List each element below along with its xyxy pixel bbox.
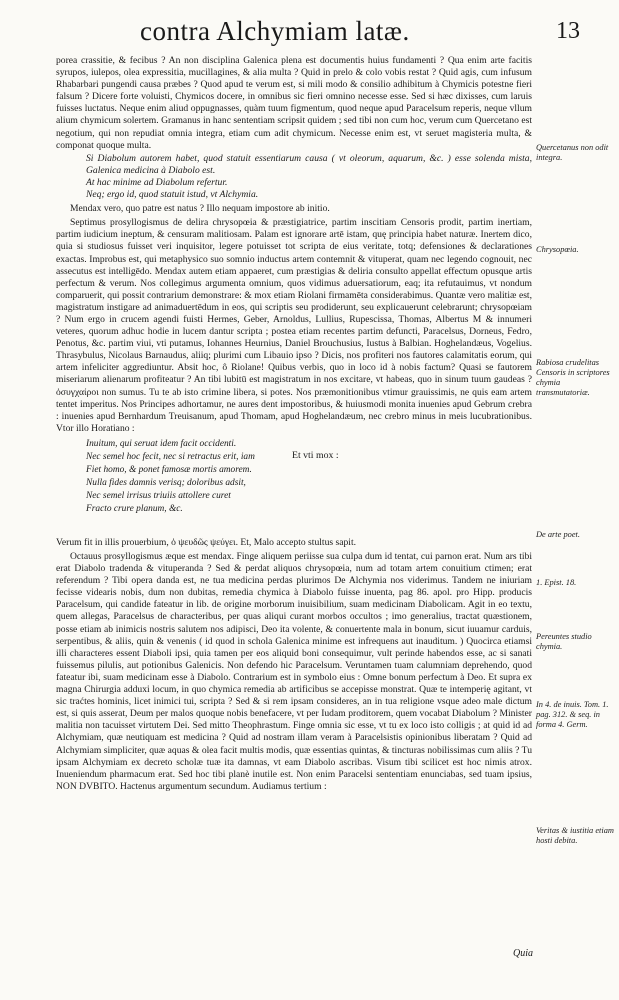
margin-note-veritas: Veritas & iustitia etiam hosti debita. bbox=[536, 826, 614, 845]
verse-line: Fracto crure planum, &c. bbox=[86, 503, 183, 514]
paragraph-mendax: Mendax vero, quo patre est natus ? Illo nequam impostore ab initio. bbox=[70, 203, 330, 215]
syllogism-conclusion: Neq; ergo id, quod statuit istud, vt Alchymia. bbox=[86, 189, 259, 201]
running-title: contra Alchymiam latæ. bbox=[140, 16, 410, 46]
paragraph-septimus: Septimus prosyllogismus de delira chrysopœia & præstigiatrice, partim inscitiam Censoris prodit, partim inertiam, partim iudicium ineptum, & censuram malitiosam. Palam est ignorare artē istam, quę principia habet naturæ. Inertem dico, quia si studiosus fuisset veri inquisitor, legere potuisset tot scripta de eius veritate, totq; defensiones & declarationes exactas. Improbus est, qui metaphysico suo somnio inductus artem contemnit & vituperat, quam nec legendo cognouit, nec assecutus est intelligēdo. Mendax autem etiam appaeret, cum præstigias & deliria consulto appellat effectum opusque artis perfectum & verum. Nos collegimus argumenta omnium, quos vidimus aduersatiorum, eaq; ita refutauimus, vt nondum comparuerit, qui possit contrarium demonstrare: & mox etiam Riolani firmamēta considerabimus. Quantæ vero malitiæ est, magistratum instigare ad animaduertēdum in eos, qui scriptis seu prodiderunt, seu explicauerunt celebrarunt; chrysopœiam ? Num ergo in crucem agendi fuisti Hermes, Geber, Arnoldus, Lullius, Rupescissa, Thomas, Albertus M & innumeri veteres, quorum adhuc hodie in lucem dantur scripta ; postea etiam recentes partim defuncti, Paracelsus, Dorneus, Fedro, Penotus, &c. partim viui, vti putamus, Iohannes Heurnius, Daniel Brouchusius, Iustus à Balbian. Hoghelandæus, Vogelius. Thrasybulus, Nicolaus Barnaudus, aliiq; plurimi cum Libauio ipso ? Dicis, nos profiteri nos fautores calamitatis eorum, qui artem infeliciter aggrediuntur. Absit hoc, ô Riolane! Quibus verbis, quo in loco id à nobis factum? Quasi se fautorem miseriarum alienarum profiteatur ? An tibi lubitū est magistratum in nos excitare, vt habeas, quo in sinum tuum gaudeas ? ὀσυγχαίροι non sumus. Tu te ab isto crimine libera, si potes. Nos præmonitionibus vtimur grauissimis, ne quis eam artem tentet imperitus. Nos Principes adhortamur, ne aures dent impostoribus, & huiusmodi monita inuenies apud Gebrum crebra : inuenies apud Bernhardum Treuisanum, apud Thomam, apud Hoghelandæum, nec crebro minus in meis lucubrationibus. Vtor illo Horatiano : bbox=[56, 217, 532, 434]
paragraph-octauus: Octauus prosyllogismus æque est mendax. Finge aliquem periisse sua culpa dum id tentat, cui parnon erat. Num ars tibi erat Diabolo tradenda & vituperanda ? Sed & perdat aliquos chrysopœia, num ad totam artem conuitium ctimen; erat referendum ? Tibi opera danda est, ne tua medicina perdas plurimos De Alchymia nos viderimus. Tandem ne iniuriam fecisse videaris nobis, dum non dubitas, remedia chymica à Diabolo fuisse inuenta, pag 86. apol. pro Hipp. producis Paracelsum, qui candide fateatur in lib. de origine morborum inuisibilium, suam medicinam Diabolicam. Agit in eo textu, quem allegas, Paracelsus de characteribus, per quas aliqui curant morbos occultos ; imo generalius, tractat quæstionem, posse etiam ab inimicis nostris salutem nos adipisci, Deo ita volente, & conuertente mala in bonum, sicut iuuamur carduis, serpentibus, & aliis, quin & venenis ( id quod in schola Galenica minime est infrequens aut inauditum. ) Quocirca etiamsi illi characteres essent Diaboli ipsi, quia tamen per eos aliquid boni consequimur, vult perinde habendos esse, ac si sanati fuissemus pilulis, aut potionibus Galenicis. Non defendo hic Paracelsum. Veruntamen tuam calumniam deprehendo, quod fateatur ibi, suam medicinam esse à Diabolo. Contrarium est in symbolo eius : Omne bonum perfectum à Deo. Et supra ex magna Chirurgia adduxi locum, in quo chymica remedia ab artificibus se accepisse monstrat. Quæ te intemperię agitant, vt sic traćtes hominis, licet inimici tui, scripta ? Sed & si rem ipsam consideres, an in tua religione vsque adeo male dictum est, si quis asserat, Deum per malos quoque nobis benefacere, vt per Iudam proditorem, quem vocabat Diabolum ? Minister malitia non tacuisset virtutem Dei. Sed mitto Theophrastum. Finge omnia sic esse, vt tu ex loco isto colligis ; at quid id ad Alchymiam, quæ neutiquam est medicina ? Quid ad nostram illam veram à Paracelsistis opinionibus liberatam ? Quid ad Alchymiam simpliciter, quæ aquas & olea facit multis modis, quæ essentias quintas, & tincturas nobilissimas cum aliis ? Tu ipsam Alchymiam ex decreto scholæ tuæ ita damnas, vt eam Diabolo ascribas. Visum tibi scilicet est hoc nimis atrox. Inueniendum pharmacum erat. Sed hoc tibi planè inutile est. Non enim Paracelsi sententiam enunciabas, sed tuam ipsius, NON DVBITO. Hactenus argumentum secundum. Audiamus tertium : bbox=[56, 551, 532, 792]
margin-note-chrysopoeia: Chrysopœia. bbox=[536, 245, 579, 254]
verse-line: Fiet homo, & ponet famosæ mortis amorem. bbox=[86, 464, 252, 475]
syllogism-block bbox=[56, 153, 532, 201]
page-number: 13 bbox=[556, 18, 580, 44]
horatian-verses bbox=[56, 438, 532, 535]
main-text-column bbox=[56, 55, 532, 793]
margin-note-rabiosa: Rabiosa crudelitas Censoris in scriptores chymia transmutatoriæ. bbox=[536, 358, 610, 397]
catchword: Quia bbox=[513, 948, 533, 959]
verse-line: Nulla fides damnis verisq; doloribus adsit, bbox=[86, 477, 246, 488]
verse-line: Inuitum, qui seruat idem facit occidenti. bbox=[86, 438, 237, 449]
paragraph-opening: porea crassitie, & fecibus ? An non disciplina Galenica plena est documentis huius fundamenti ? Qua enim arte facitis syrupos, iulepos, olea expressitia, mucillagines, & alia multa ? Quid in prelo & colo vobis restat ? Quid agis, cum infusum Rhabarbari pungendi causa præbes ? Quod apud te verum est, si mili modo & consilio adhibitum à Chymicis potestne fieri falsum ? Dicere forte voluisti, Chymicos docere, in omnibus sic fieri omnino necesse esse. Sed si hæc dixisses, cum laruis fuisses luctatus. Neque enim aliud oppugnasses, quàm tuum figmentum, quod neque apud Paracelsum reperis, neque vllum alium chymicum solertem. Gramanus in hanc sententiam scripsit quidem ; sed tibi non cum hoc, verum cum Quercetano est negotium, qui non repudiat omnia integra, etiam cum adit chymicum. Necesse enim est, vt seruet magisteria multa, & componat quoque multa. bbox=[56, 55, 532, 151]
verse-line: Nec semel irrisus triuiis attollere curet bbox=[86, 490, 231, 501]
page-header bbox=[0, 10, 619, 54]
margin-note-de-inuis: In 4. de inuis. Tom. 1. pag. 312. & seq. in forma 4. Germ. bbox=[536, 700, 609, 729]
syllogism-minor: At hac minime ad Diabolum refertur. bbox=[86, 176, 228, 188]
margin-note-quercetanus: Quercetanus non odit integra. bbox=[536, 143, 609, 162]
verse-line: Nec semel hoc fecit, nec si retractus erit, iam bbox=[86, 451, 255, 462]
margin-note-epist: 1. Epist. 18. bbox=[536, 578, 577, 587]
verse-aside: Et vti mox : bbox=[292, 449, 339, 461]
margin-note-pereuntes: Pereuntes studio chymia. bbox=[536, 632, 592, 651]
proverb-line: Verum fit in illis prouerbium, ὁ ψευδῶς ψεύγει. Et, Malo accepto stultus sapit. bbox=[56, 536, 357, 548]
margin-note-de-arte-poet: De arte poet. bbox=[536, 530, 580, 539]
syllogism-major: Si Diabolum autorem habet, quod statuit essentiarum causa ( vt oleorum, aquarum, &c. ) esse solenda mista, Galenica medicina à Diabolo est. bbox=[86, 152, 532, 176]
